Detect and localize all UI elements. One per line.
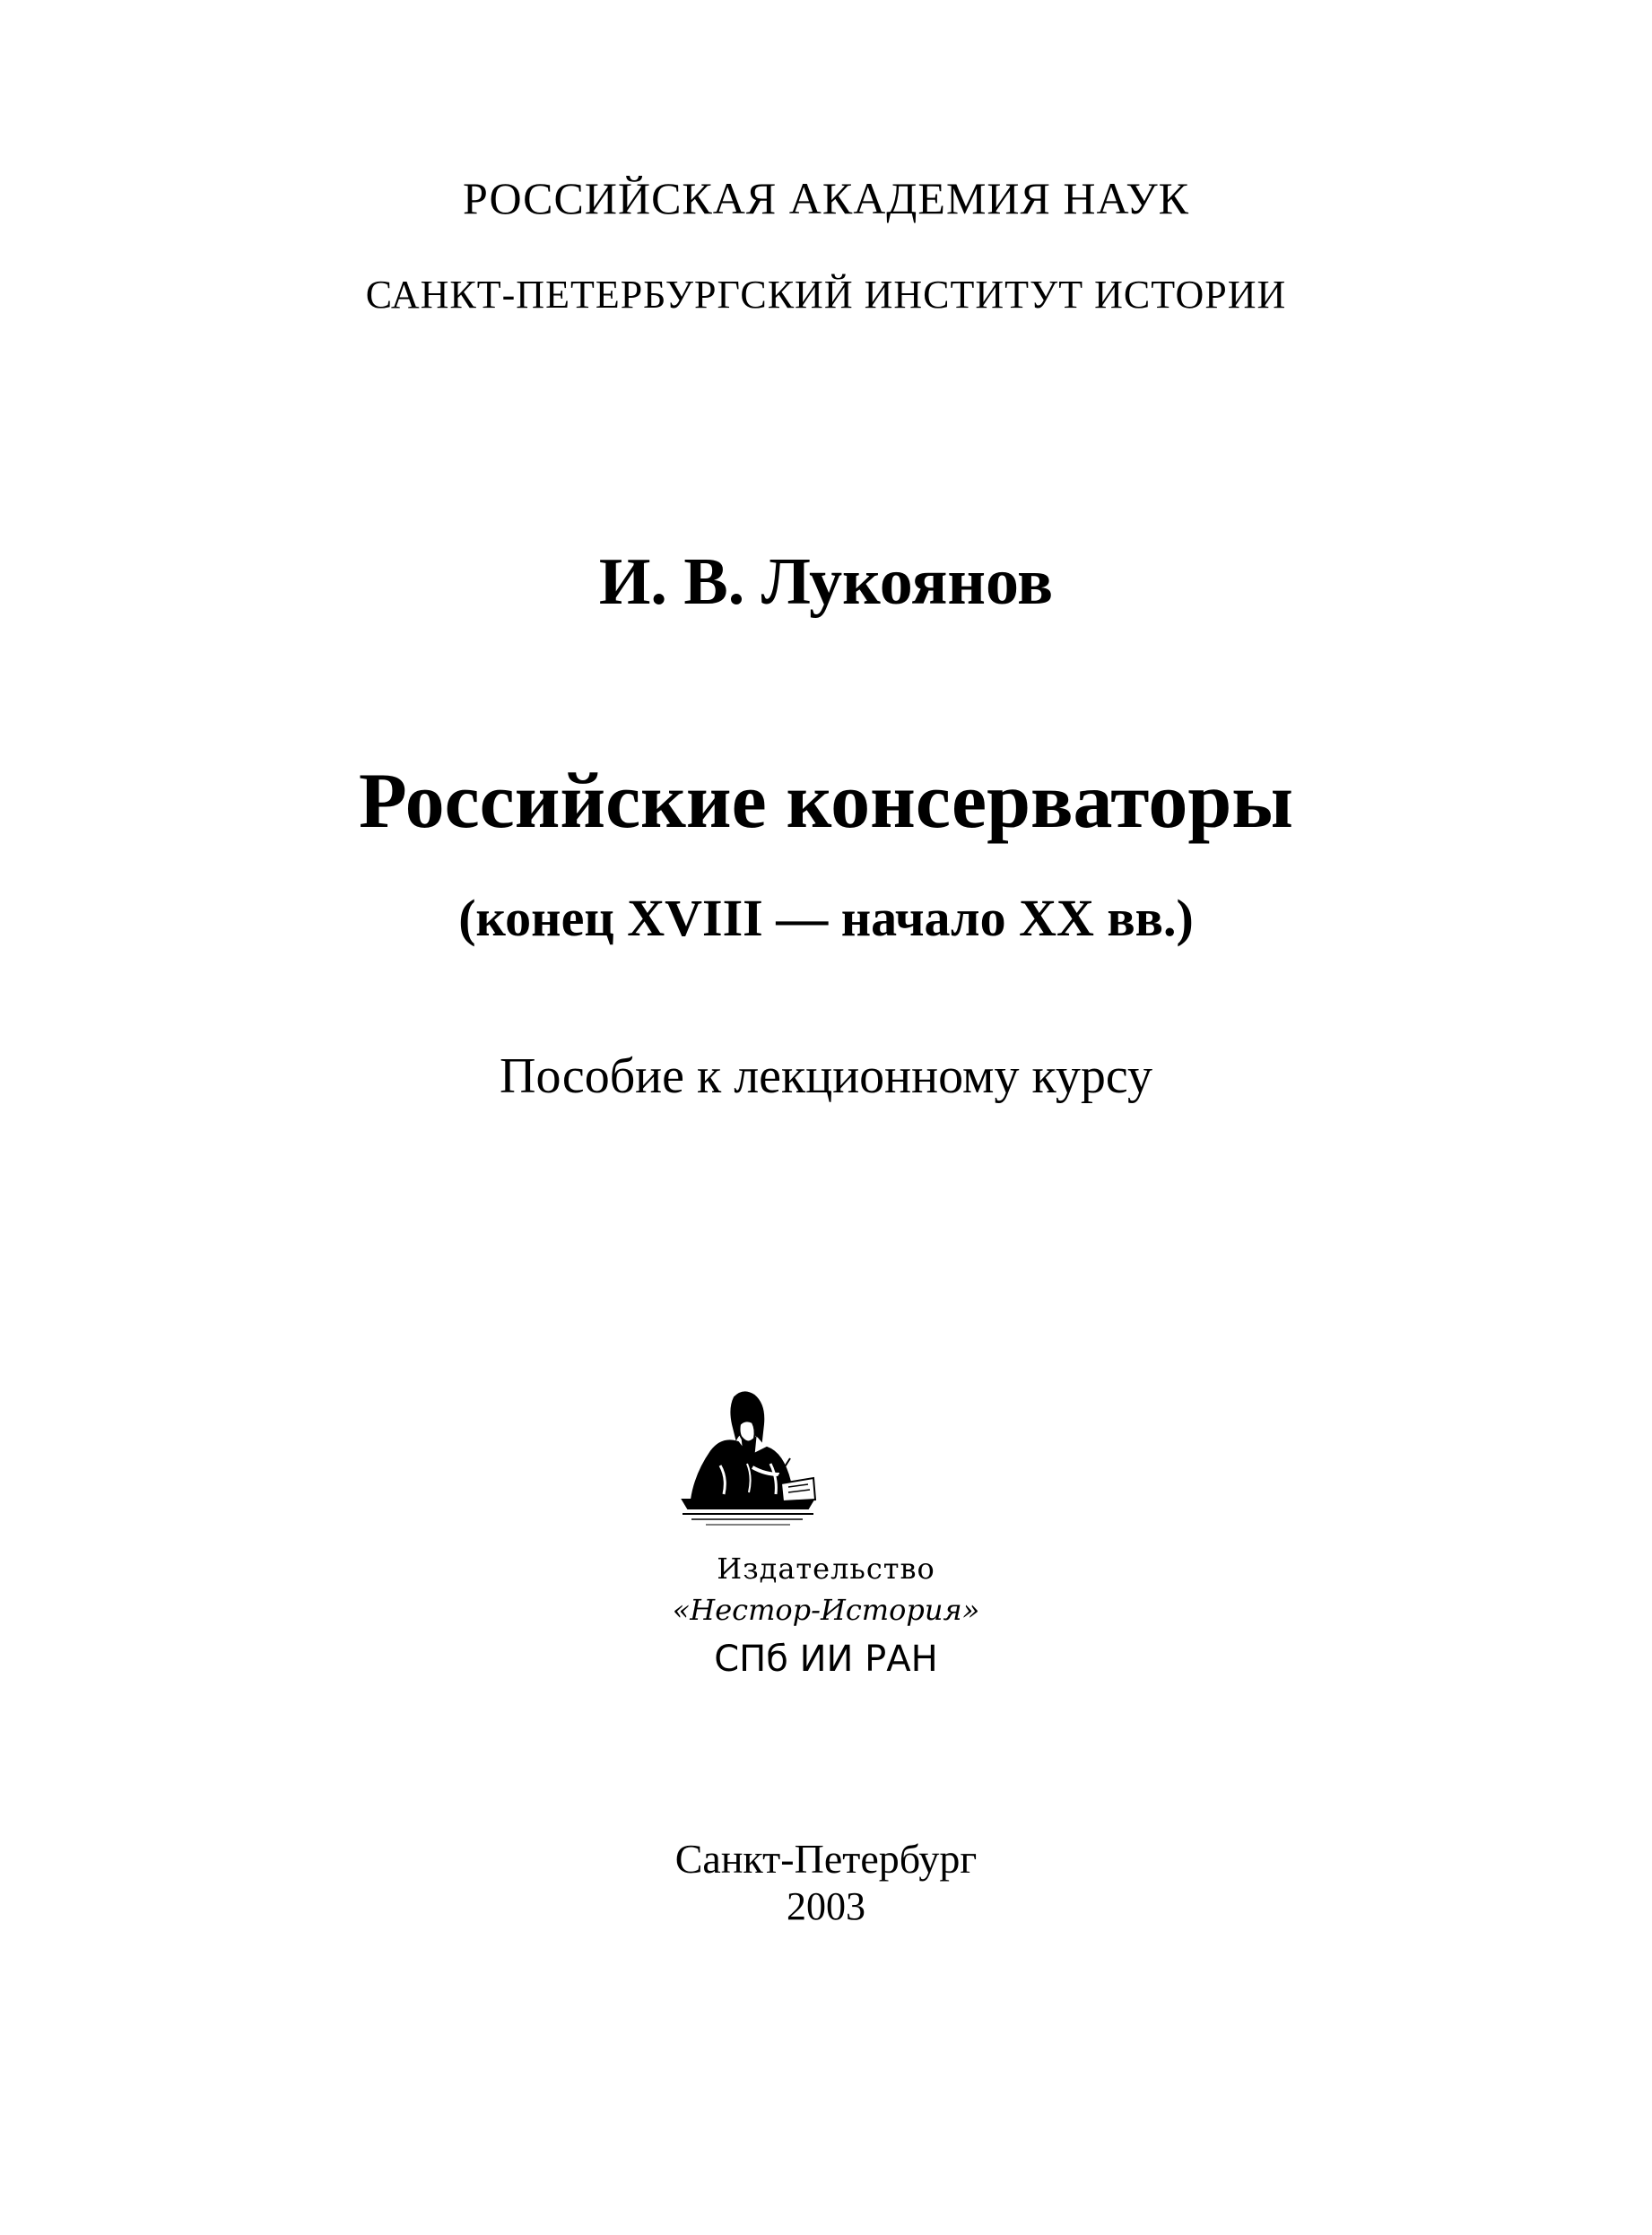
academy-name: РОССИЙСКАЯ АКАДЕМИЯ НАУК [463, 173, 1189, 223]
publisher-name: «Нестор-История» [672, 1593, 980, 1627]
book-title: Российские консерваторы [359, 758, 1293, 845]
publisher-institute: СПб ИИ РАН [714, 1639, 938, 1680]
institute-name: САНКТ-ПЕТЕРБУРГСКИЙ ИНСТИТУТ ИСТОРИИ [365, 273, 1287, 317]
author-name: И. В. Лукоянов [598, 545, 1054, 619]
publication-city: Санкт-Петербург [674, 1836, 978, 1882]
book-subtitle: (конец XVIII — начало XX вв.) [458, 889, 1194, 947]
publisher-label: Издательство [717, 1552, 935, 1586]
nestor-chronicler-icon [656, 1388, 835, 1532]
book-genre: Пособие к лекционному курсу [500, 1048, 1152, 1104]
publication-year: 2003 [787, 1884, 865, 1928]
